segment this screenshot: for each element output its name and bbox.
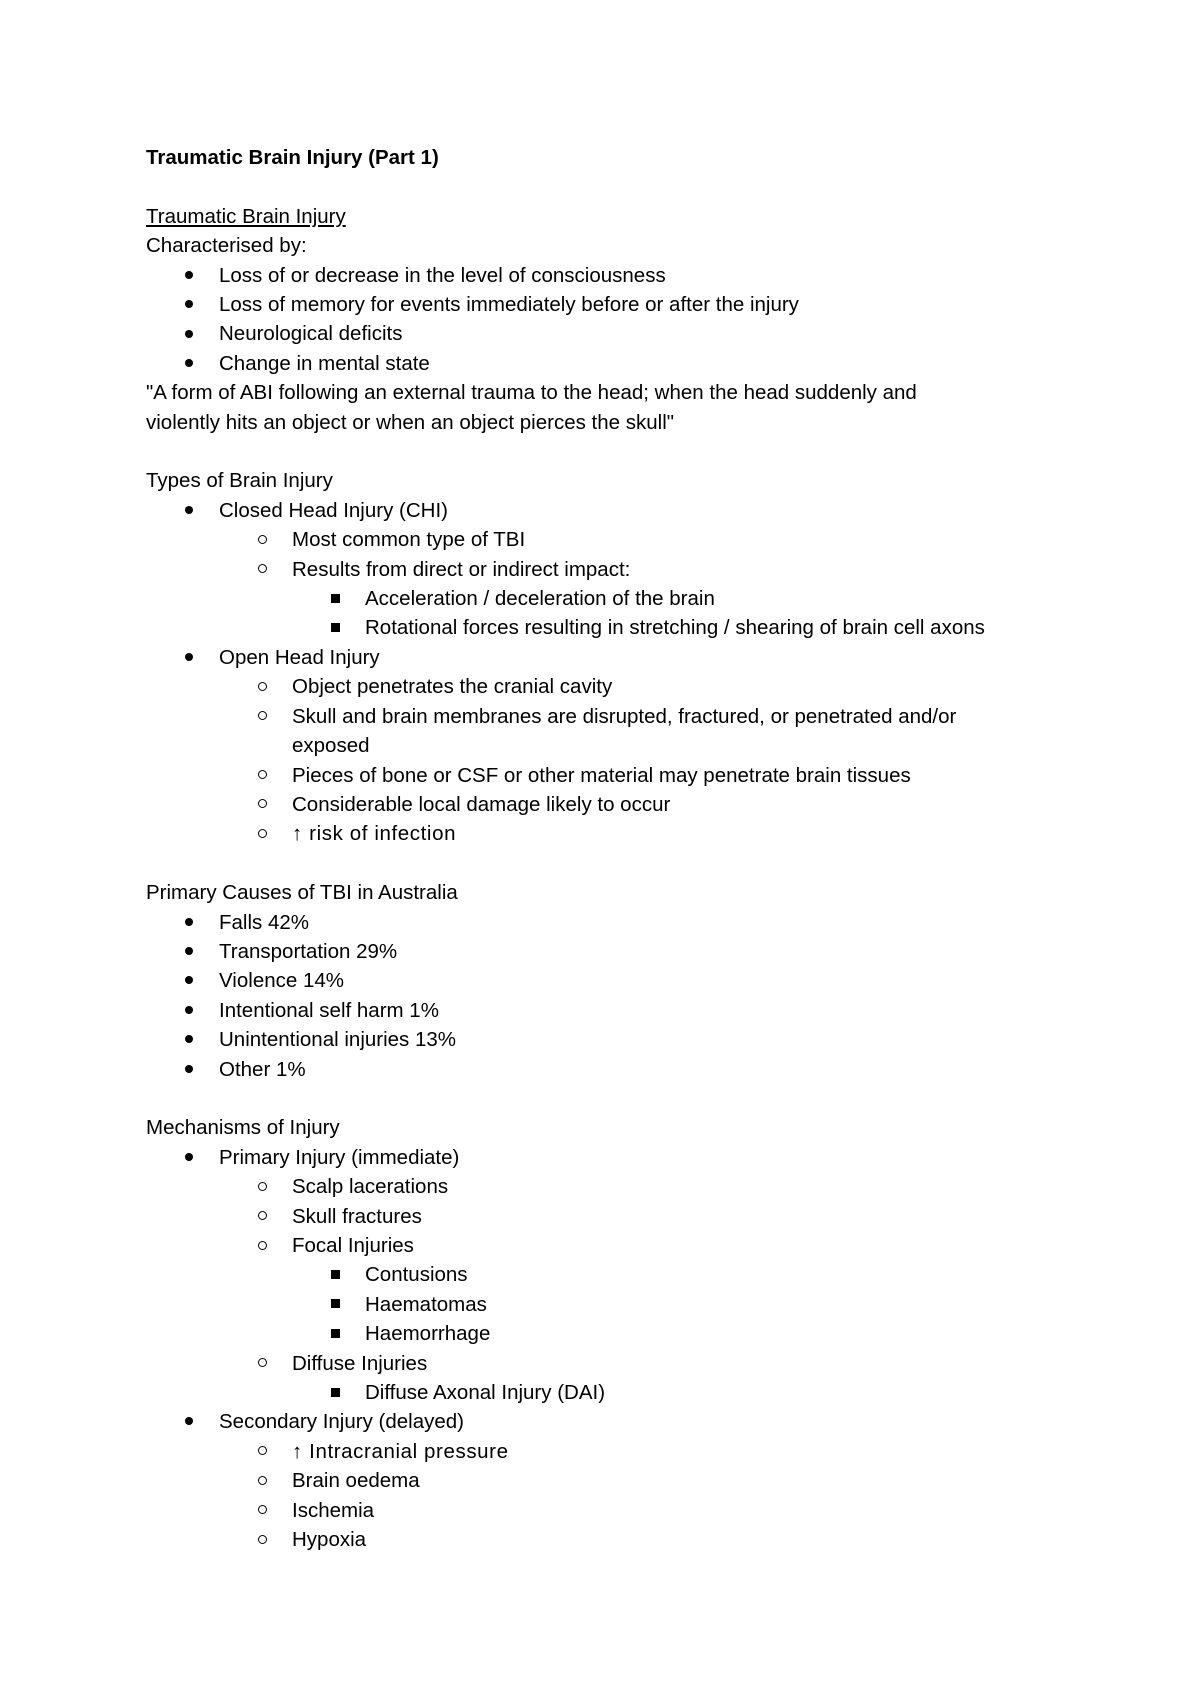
document-title: Traumatic Brain Injury (Part 1) [146, 146, 439, 169]
list-item: Acceleration / deceleration of the brain [146, 584, 1046, 613]
list-item-secondary-injury: Secondary Injury (delayed) [146, 1407, 1046, 1436]
bullet-circle-icon [252, 1231, 272, 1260]
bullet-circle-icon [252, 1466, 272, 1495]
bullet-dot-icon [179, 1407, 199, 1436]
list-item: Hypoxia [146, 1525, 1046, 1554]
bullet-dot-icon [179, 1055, 199, 1084]
list-item: ↑ risk of infection [146, 819, 1046, 848]
list-item-closed-head-injury: Closed Head Injury (CHI) [146, 496, 1046, 525]
list-item: Contusions [146, 1260, 1046, 1289]
list-item: Change in mental state [146, 349, 1046, 378]
list-item: Haemorrhage [146, 1319, 1046, 1348]
bullet-circle-icon [252, 525, 272, 554]
section-heading-types: Types of Brain Injury [146, 469, 333, 493]
section-heading-tbi: Traumatic Brain Injury [146, 204, 346, 228]
list-item: Diffuse Axonal Injury (DAI) [146, 1378, 1046, 1407]
list-item: Skull and brain membranes are disrupted, fractured, or penetrated and/or [146, 702, 1046, 731]
list-item: Rotational forces resulting in stretching / shearing of brain cell axons [146, 613, 1046, 642]
list-item: Intentional self harm 1% [146, 996, 1046, 1025]
bullet-square-icon [325, 613, 345, 642]
section-heading-causes: Primary Causes of TBI in Australia [146, 881, 458, 905]
bullet-circle-icon [252, 555, 272, 584]
list-item-open-head-injury: Open Head Injury [146, 643, 1046, 672]
bullet-dot-icon [179, 643, 199, 672]
list-item: Most common type of TBI [146, 525, 1046, 554]
bullet-dot-icon [179, 1025, 199, 1054]
bullet-circle-icon [252, 761, 272, 790]
bullet-square-icon [325, 1260, 345, 1289]
bullet-dot-icon [179, 496, 199, 525]
list-item-primary-injury: Primary Injury (immediate) [146, 1143, 1046, 1172]
list-item: Haematomas [146, 1290, 1046, 1319]
definition-quote-line-2: violently hits an object or when an object pierces the skull" [146, 410, 675, 434]
list-item: Skull fractures [146, 1202, 1046, 1231]
list-item-continuation: exposed [292, 734, 370, 758]
bullet-circle-icon [252, 1496, 272, 1525]
list-item: Diffuse Injuries [146, 1349, 1046, 1378]
list-item: Ischemia [146, 1496, 1046, 1525]
document-page [146, 143, 1046, 1554]
list-item: Neurological deficits [146, 319, 1046, 348]
bullet-dot-icon [179, 319, 199, 348]
list-item: Considerable local damage likely to occur [146, 790, 1046, 819]
bullet-dot-icon [179, 1143, 199, 1172]
list-item: Pieces of bone or CSF or other material may penetrate brain tissues [146, 761, 1046, 790]
list-item: Object penetrates the cranial cavity [146, 672, 1046, 701]
bullet-circle-icon [252, 819, 272, 848]
bullet-dot-icon [179, 290, 199, 319]
tbi-intro: Characterised by: [146, 234, 307, 258]
list-item: Focal Injuries [146, 1231, 1046, 1260]
bullet-dot-icon [179, 996, 199, 1025]
list-item: Brain oedema [146, 1466, 1046, 1495]
bullet-dot-icon [179, 261, 199, 290]
list-item: Loss of memory for events immediately before or after the injury [146, 290, 1046, 319]
list-item: Scalp lacerations [146, 1172, 1046, 1201]
bullet-circle-icon [252, 1437, 272, 1466]
bullet-circle-icon [252, 1525, 272, 1554]
bullet-circle-icon [252, 1349, 272, 1378]
bullet-dot-icon [179, 349, 199, 378]
list-item: Other 1% [146, 1055, 1046, 1084]
list-item: Violence 14% [146, 966, 1046, 995]
bullet-dot-icon [179, 966, 199, 995]
section-heading-mechanisms: Mechanisms of Injury [146, 1116, 340, 1140]
bullet-circle-icon [252, 790, 272, 819]
bullet-circle-icon [252, 1202, 272, 1231]
list-item: Transportation 29% [146, 937, 1046, 966]
bullet-circle-icon [252, 1172, 272, 1201]
list-item: Falls 42% [146, 908, 1046, 937]
bullet-circle-icon [252, 702, 272, 731]
bullet-square-icon [325, 1290, 345, 1319]
list-item: Results from direct or indirect impact: [146, 555, 1046, 584]
definition-quote-line-1: "A form of ABI following an external trauma to the head; when the head suddenly and [146, 381, 917, 405]
bullet-dot-icon [179, 908, 199, 937]
bullet-dot-icon [179, 937, 199, 966]
list-item: Unintentional injuries 13% [146, 1025, 1046, 1054]
list-item: ↑ Intracranial pressure [146, 1437, 1046, 1466]
bullet-circle-icon [252, 672, 272, 701]
list-item: Loss of or decrease in the level of consciousness [146, 261, 1046, 290]
bullet-square-icon [325, 1378, 345, 1407]
bullet-square-icon [325, 1319, 345, 1348]
bullet-square-icon [325, 584, 345, 613]
